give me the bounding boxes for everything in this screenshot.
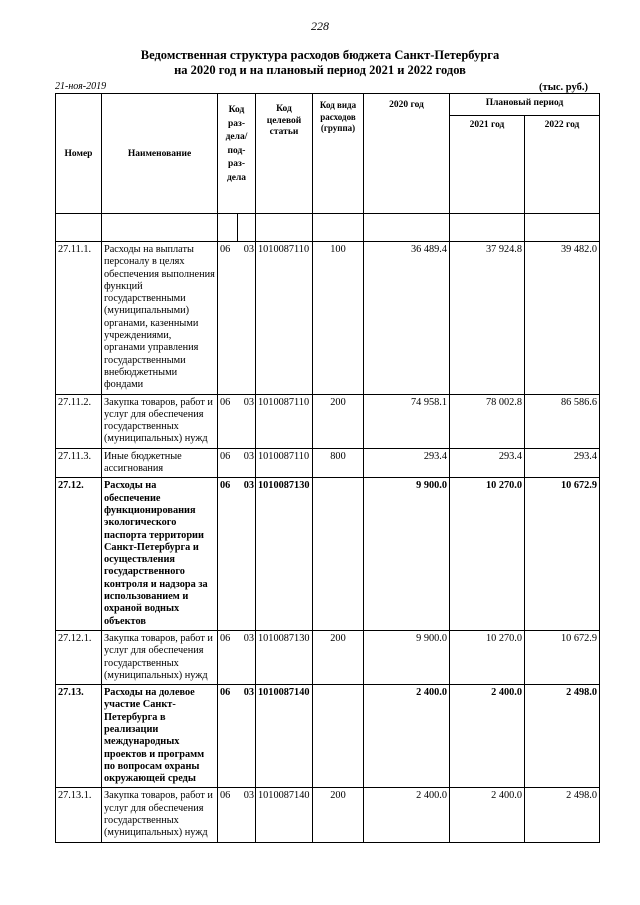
- document-title: [0, 48, 640, 78]
- row-expense-type: 200: [313, 630, 364, 684]
- row-target-code: 1010087140: [256, 788, 313, 842]
- title-line-1: Ведомственная структура расходов бюджета Санкт-Петербурга: [140, 48, 500, 62]
- row-2022: 86 586.6: [525, 394, 600, 448]
- row-subsection: 03: [238, 478, 256, 631]
- budget-table: [55, 93, 600, 843]
- header-2022: 2022 год: [525, 116, 600, 214]
- row-number: 27.11.1.: [56, 242, 102, 395]
- row-2020: 36 489.4: [364, 242, 450, 395]
- row-subsection: 03: [238, 630, 256, 684]
- row-2021: 293.4: [450, 448, 525, 478]
- header-target-code: Код целевой статьи: [256, 94, 313, 214]
- row-name: Иные бюджетные ассигнования: [102, 448, 218, 478]
- row-2020: 74 958.1: [364, 394, 450, 448]
- row-2021: 78 002.8: [450, 394, 525, 448]
- row-target-code: 1010087110: [256, 394, 313, 448]
- row-expense-type: 200: [313, 788, 364, 842]
- spacer-row: [56, 214, 600, 242]
- row-2020: 2 400.0: [364, 788, 450, 842]
- row-expense-type: [313, 478, 364, 631]
- row-subsection: 03: [238, 242, 256, 395]
- row-number: 27.11.2.: [56, 394, 102, 448]
- row-expense-type: 100: [313, 242, 364, 395]
- page-number: 228: [311, 19, 329, 33]
- row-section: 06: [218, 242, 238, 395]
- row-2020: 293.4: [364, 448, 450, 478]
- header-2021: 2021 год: [450, 116, 525, 214]
- row-2022: 2 498.0: [525, 685, 600, 788]
- row-subsection: 03: [238, 788, 256, 842]
- units-label: (тыс. руб.): [539, 82, 588, 93]
- row-2022: 39 482.0: [525, 242, 600, 395]
- row-target-code: 1010087130: [256, 478, 313, 631]
- table-body: [56, 214, 600, 843]
- row-2020: 2 400.0: [364, 685, 450, 788]
- row-2021: 10 270.0: [450, 478, 525, 631]
- title-line-2: на 2020 год и на плановый период 2021 и 2022 годов: [174, 63, 466, 77]
- row-2021: 2 400.0: [450, 788, 525, 842]
- table-row: [56, 630, 600, 684]
- row-number: 27.11.3.: [56, 448, 102, 478]
- row-target-code: 1010087140: [256, 685, 313, 788]
- row-number: 27.12.1.: [56, 630, 102, 684]
- row-section: 06: [218, 630, 238, 684]
- row-2022: 2 498.0: [525, 788, 600, 842]
- row-number: 27.13.1.: [56, 788, 102, 842]
- row-name: Закупка товаров, работ и услуг для обеспечения государственных (муниципальных) нужд: [102, 630, 218, 684]
- row-2021: 10 270.0: [450, 630, 525, 684]
- header-planned-period: Плановый период: [450, 94, 600, 116]
- table-header: [56, 94, 600, 214]
- row-name: Расходы на выплаты персоналу в целях обеспечения выполнения функций государственными (муниципальными) органами, казенными учреждениями, органами управления государственными внебюджетными фондами: [102, 242, 218, 395]
- row-name: Расходы на долевое участие Санкт-Петербурга в реализации международных проектов и программ по вопросам охраны окружающей среды: [102, 685, 218, 788]
- header-name: Наименование: [102, 94, 218, 214]
- row-target-code: 1010087130: [256, 630, 313, 684]
- row-section: 06: [218, 478, 238, 631]
- row-name: Расходы на обеспечение функционирования экологического паспорта территории Санкт-Петербурга и осуществления государственного контроля и надзора за использованием и охраной водных объектов: [102, 478, 218, 631]
- row-subsection: 03: [238, 448, 256, 478]
- row-2021: 37 924.8: [450, 242, 525, 395]
- row-subsection: 03: [238, 685, 256, 788]
- header-section-code: Код раз- дела/ под- раз- дела: [218, 94, 256, 214]
- row-2020: 9 900.0: [364, 630, 450, 684]
- row-name: Закупка товаров, работ и услуг для обеспечения государственных (муниципальных) нужд: [102, 394, 218, 448]
- table-row: [56, 394, 600, 448]
- table-row: [56, 685, 600, 788]
- row-2022: 10 672.9: [525, 630, 600, 684]
- table-row: [56, 448, 600, 478]
- row-2022: 10 672.9: [525, 478, 600, 631]
- row-section: 06: [218, 788, 238, 842]
- header-2020: 2020 год: [364, 94, 450, 214]
- document-date: 21-ноя-2019: [55, 81, 107, 92]
- row-2020: 9 900.0: [364, 478, 450, 631]
- row-expense-type: 800: [313, 448, 364, 478]
- table-row: [56, 788, 600, 842]
- row-subsection: 03: [238, 394, 256, 448]
- row-name: Закупка товаров, работ и услуг для обеспечения государственных (муниципальных) нужд: [102, 788, 218, 842]
- row-target-code: 1010087110: [256, 242, 313, 395]
- row-number: 27.12.: [56, 478, 102, 631]
- table-row: [56, 478, 600, 631]
- row-target-code: 1010087110: [256, 448, 313, 478]
- row-2022: 293.4: [525, 448, 600, 478]
- row-section: 06: [218, 685, 238, 788]
- header-number: Номер: [56, 94, 102, 214]
- table-row: [56, 242, 600, 395]
- row-expense-type: 200: [313, 394, 364, 448]
- row-2021: 2 400.0: [450, 685, 525, 788]
- row-expense-type: [313, 685, 364, 788]
- row-number: 27.13.: [56, 685, 102, 788]
- row-section: 06: [218, 394, 238, 448]
- row-section: 06: [218, 448, 238, 478]
- header-expense-type-code: Код вида расходов (группа): [313, 94, 364, 214]
